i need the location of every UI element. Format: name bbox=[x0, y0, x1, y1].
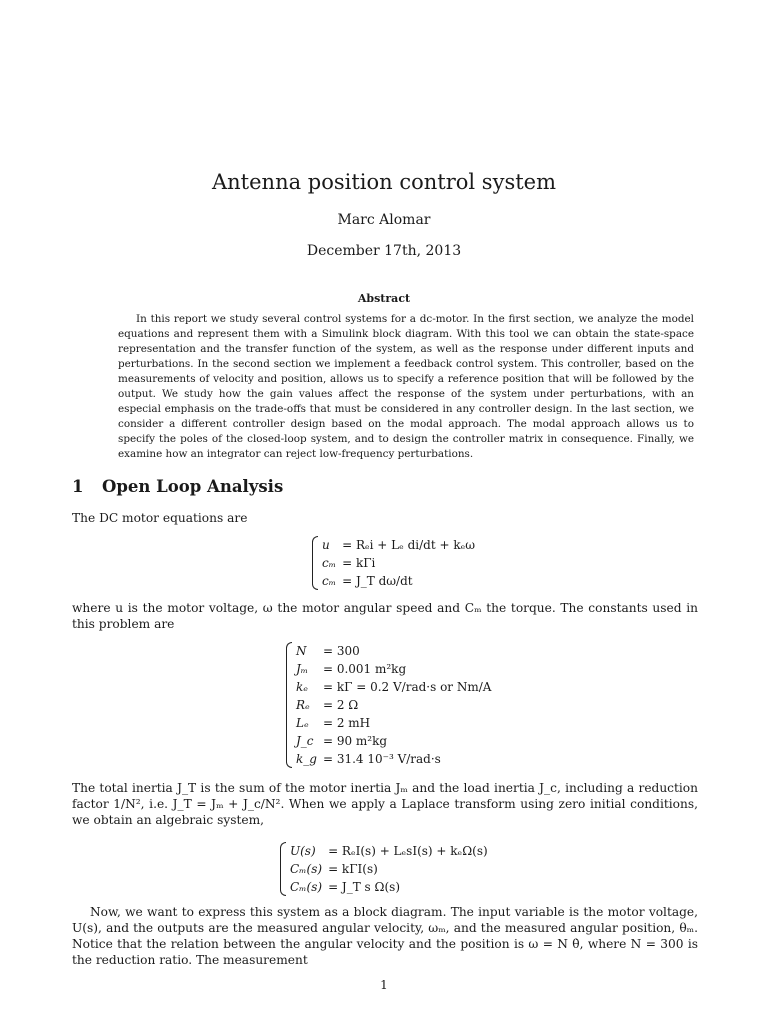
eq-rhs: = Rₑi + Lₑ di/dt + kₑω bbox=[342, 538, 476, 552]
eq-lhs: cₘ bbox=[322, 556, 337, 570]
constant-row bbox=[296, 750, 497, 768]
constant-row bbox=[296, 660, 497, 678]
equation-row bbox=[322, 572, 481, 590]
constant-name: Jₘ bbox=[296, 662, 309, 676]
constant-name: N bbox=[296, 644, 307, 658]
constant-row bbox=[296, 696, 497, 714]
brace bbox=[286, 642, 292, 768]
page-number: 1 bbox=[380, 978, 388, 992]
eq-lhs: u bbox=[322, 538, 330, 552]
laplace-equations-table bbox=[290, 842, 494, 896]
equation-row bbox=[322, 554, 481, 572]
eq-lhs: Cₘ(s) bbox=[290, 862, 323, 876]
author-name: Marc Alomar bbox=[337, 212, 431, 228]
inertia-paragraph: The total inertia J_T is the sum of the motor inertia Jₘ and the load inertia J_c, including a reduction factor 1/N², i.e. J_T = Jₘ + J_c/N². When we apply a Laplace transform using zero initial conditions, we obtain an algebraic system, bbox=[72, 781, 698, 827]
after-equations-paragraph: where u is the motor voltage, ω the motor angular speed and Cₘ the torque. The constants used in this problem are bbox=[72, 601, 698, 631]
equation-row bbox=[322, 536, 481, 554]
constant-name: kₑ bbox=[296, 680, 308, 694]
constant-name: J_c bbox=[296, 734, 314, 748]
intro-paragraph: The DC motor equations are bbox=[72, 511, 248, 525]
constant-row bbox=[296, 678, 497, 696]
motor-equations-table bbox=[322, 536, 481, 590]
eq-rhs: = J_T dω/dt bbox=[342, 574, 413, 588]
constant-value: = kΓ = 0.2 V/rad·s or Nm/A bbox=[322, 680, 492, 694]
brace bbox=[312, 536, 318, 590]
eq-lhs: Cₘ(s) bbox=[290, 880, 323, 894]
constant-row bbox=[296, 732, 497, 750]
constant-value: = 90 m²kg bbox=[322, 734, 388, 748]
constant-value: = 2 mH bbox=[322, 716, 371, 730]
constant-name: Rₑ bbox=[296, 698, 310, 712]
paper-title: Antenna position control system bbox=[211, 170, 557, 194]
constant-value: = 300 bbox=[322, 644, 360, 658]
equation-row bbox=[290, 878, 494, 896]
equation-row bbox=[290, 842, 494, 860]
eq-rhs: = kΓI(s) bbox=[328, 862, 378, 876]
eq-lhs: cₘ bbox=[322, 574, 337, 588]
eq-rhs: = RₑI(s) + LₑsI(s) + kₑΩ(s) bbox=[328, 844, 488, 858]
abstract-text: In this report we study several control systems for a dc-motor. In the first section, we analyze the model equations and represent them with a Simulink block diagram. With this tool we can obtain the state-space representation and the transfer function of the system, as well as the response under different inputs and perturbations. In the second section we implement a feedback control system. This controller, based on the measurements of velocity and position, allows us to specify a reference position that will be followed by the output. We study how the gain values affect the response of the system under perturbations, with an especial emphasis on the trade-offs that must be considered in any controller design. In the last section, we consider a different controller design based on the modal approach. The modal approach allows us to specify the poles of the closed-loop system, and to design the controller matrix in consequence. Finally, we examine how an integrator can reject low-frequency perturbations. bbox=[118, 313, 694, 460]
section-title: Open Loop Analysis bbox=[102, 477, 284, 496]
constant-value: = 31.4 10⁻³ V/rad·s bbox=[322, 752, 441, 766]
paper-date: December 17th, 2013 bbox=[306, 243, 462, 259]
block-diagram-paragraph: Now, we want to express this system as a block diagram. The input variable is the motor voltage, U(s), and the outputs are the measured angular velocity, ωₘ, and the measured angular position, θₘ. Notice that the relation between the angular velocity and the position is ω = N θ̇, where N = 300 is the reduction ratio. The measurement bbox=[72, 905, 698, 967]
motor-equations bbox=[312, 536, 481, 590]
constant-value: = 0.001 m²kg bbox=[322, 662, 407, 676]
constant-row bbox=[296, 642, 497, 660]
section-number: 1 bbox=[72, 477, 84, 496]
constants-list bbox=[286, 642, 497, 768]
eq-rhs: = J_T s Ω(s) bbox=[328, 880, 401, 894]
section-heading bbox=[72, 477, 283, 496]
eq-rhs: = kΓi bbox=[342, 556, 376, 570]
constant-name: k_g bbox=[296, 752, 317, 766]
constant-row bbox=[296, 714, 497, 732]
constant-name: Lₑ bbox=[296, 716, 309, 730]
constant-value: = 2 Ω bbox=[322, 698, 359, 712]
laplace-equations bbox=[280, 842, 494, 896]
constants-table bbox=[296, 642, 497, 768]
brace bbox=[280, 842, 286, 896]
equation-row bbox=[290, 860, 494, 878]
abstract-heading: Abstract bbox=[357, 292, 411, 305]
eq-lhs: U(s) bbox=[290, 844, 316, 858]
